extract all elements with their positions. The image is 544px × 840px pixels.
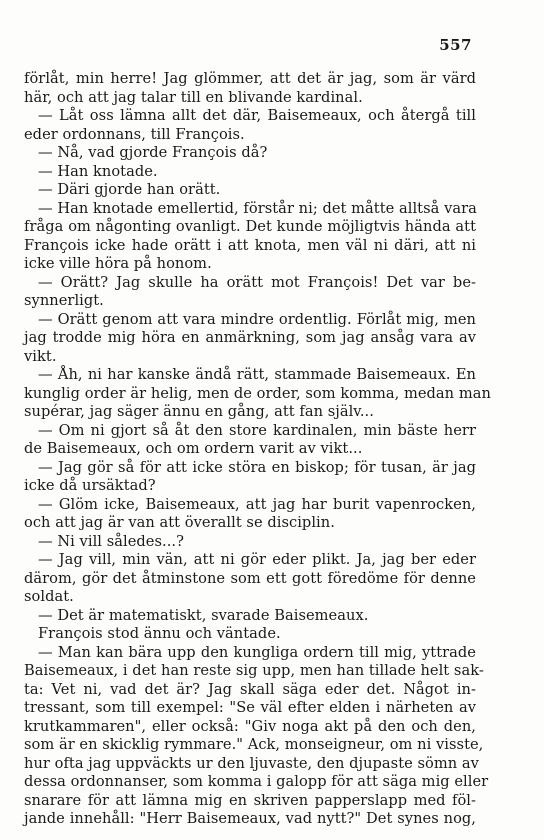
text-line: — Åh, ni har kanske ändå rätt, stammade Baisemeaux. En	[38, 366, 476, 383]
text-line: François stod ännu och väntade.	[38, 625, 281, 642]
text-line: dessa ordonnanser, som komma i galopp för att säga mig eller	[24, 773, 489, 790]
text-line: — Orätt genom att vara mindre ordentlig. Förlåt mig, men	[38, 310, 476, 328]
text-line: icke då ursäktad?	[24, 477, 156, 494]
text-line: — Jag vill, min vän, att ni gör eder plikt. Ja, jag ber eder	[38, 551, 476, 568]
text-line: — Det är matematiskt, svarade Baisemeaux.	[38, 606, 369, 624]
text-line: supérar, jag säger ännu en gång, att fan själv...	[24, 403, 374, 420]
text-line: som är en skicklig rymmare." Ack, monseigneur, om ni visste,	[24, 736, 484, 753]
text-line: — Nå, vad gjorde François då?	[38, 144, 268, 161]
body-text	[24, 70, 491, 829]
page-number: 557	[439, 36, 472, 54]
text-line: här, och att jag talar till en blivande kardinal.	[24, 88, 363, 106]
text-line: Baisemeaux, i det han reste sig upp, men han tillade helt sak-	[24, 662, 484, 679]
text-line: — Orätt? Jag skulle ha orätt mot François! Det var be-	[38, 273, 476, 291]
text-line: och att jag är van att överallt se disciplin.	[24, 514, 335, 531]
text-line: François icke hade orätt i att knota, men väl ni däri, att ni	[24, 236, 476, 254]
text-line: — Han knotade.	[38, 162, 158, 180]
text-line: därom, gör det åtminstone som ett gott föredöme för denne	[24, 569, 476, 587]
text-line: ta: Vet ni, vad det är? Jag skall säga eder det. Något in-	[24, 680, 476, 698]
text-line: vikt.	[24, 347, 57, 365]
text-line: — Ni vill således...?	[38, 532, 184, 550]
text-line: — Man kan bära upp den kungliga ordern till mig, yttrade	[38, 643, 476, 661]
text-line: — Om ni gjort så åt den store kardinalen, min bäste herr	[38, 421, 476, 439]
text-line: — Han knotade emellertid, förstår ni; det måtte alltså vara	[38, 199, 477, 217]
text-line: snarare för att lämna mig en skriven papperslapp med föl-	[24, 791, 476, 809]
text-line: — Glöm icke, Baisemeaux, att jag har burit vapenrocken,	[38, 495, 476, 513]
text-line: fråga om någonting ovanligt. Det kunde möjligtvis hända att	[24, 218, 476, 235]
text-line: — Däri gjorde han orätt.	[38, 181, 221, 198]
text-line: icke ville höra på honom.	[24, 255, 212, 272]
text-line: — Låt oss lämna allt det där, Baisemeaux, och återgå till	[38, 107, 476, 124]
text-line: hur ofta jag uppväckts ur den ljuvaste, den djupaste sömn av	[24, 754, 479, 772]
text-line: eder ordonnans, till François.	[24, 125, 245, 143]
text-line: kunglig order är helig, men de order, som komma, medan man	[24, 384, 491, 402]
text-line: tressant, som till exempel: "Se väl efter elden i närheten av	[24, 699, 476, 716]
text-line: förlåt, min herre! Jag glömmer, att det är jag, som är värd	[24, 70, 476, 87]
text-line: soldat.	[24, 588, 74, 605]
text-line: krutkammaren", eller också: "Giv noga akt på den och den,	[24, 717, 476, 735]
text-line: de Baisemeaux, och om ordern varit av vikt...	[24, 440, 363, 457]
text-line: — Jag gör så för att icke störa en biskop; för tusan, är jag	[38, 458, 476, 476]
text-line: jag trodde mig höra en anmärkning, som jag ansåg vara av	[24, 329, 476, 346]
text-line: jande innehåll: "Herr Baisemeaux, vad nytt?" Det synes nog,	[24, 810, 476, 827]
text-line: synnerligt.	[24, 292, 104, 309]
